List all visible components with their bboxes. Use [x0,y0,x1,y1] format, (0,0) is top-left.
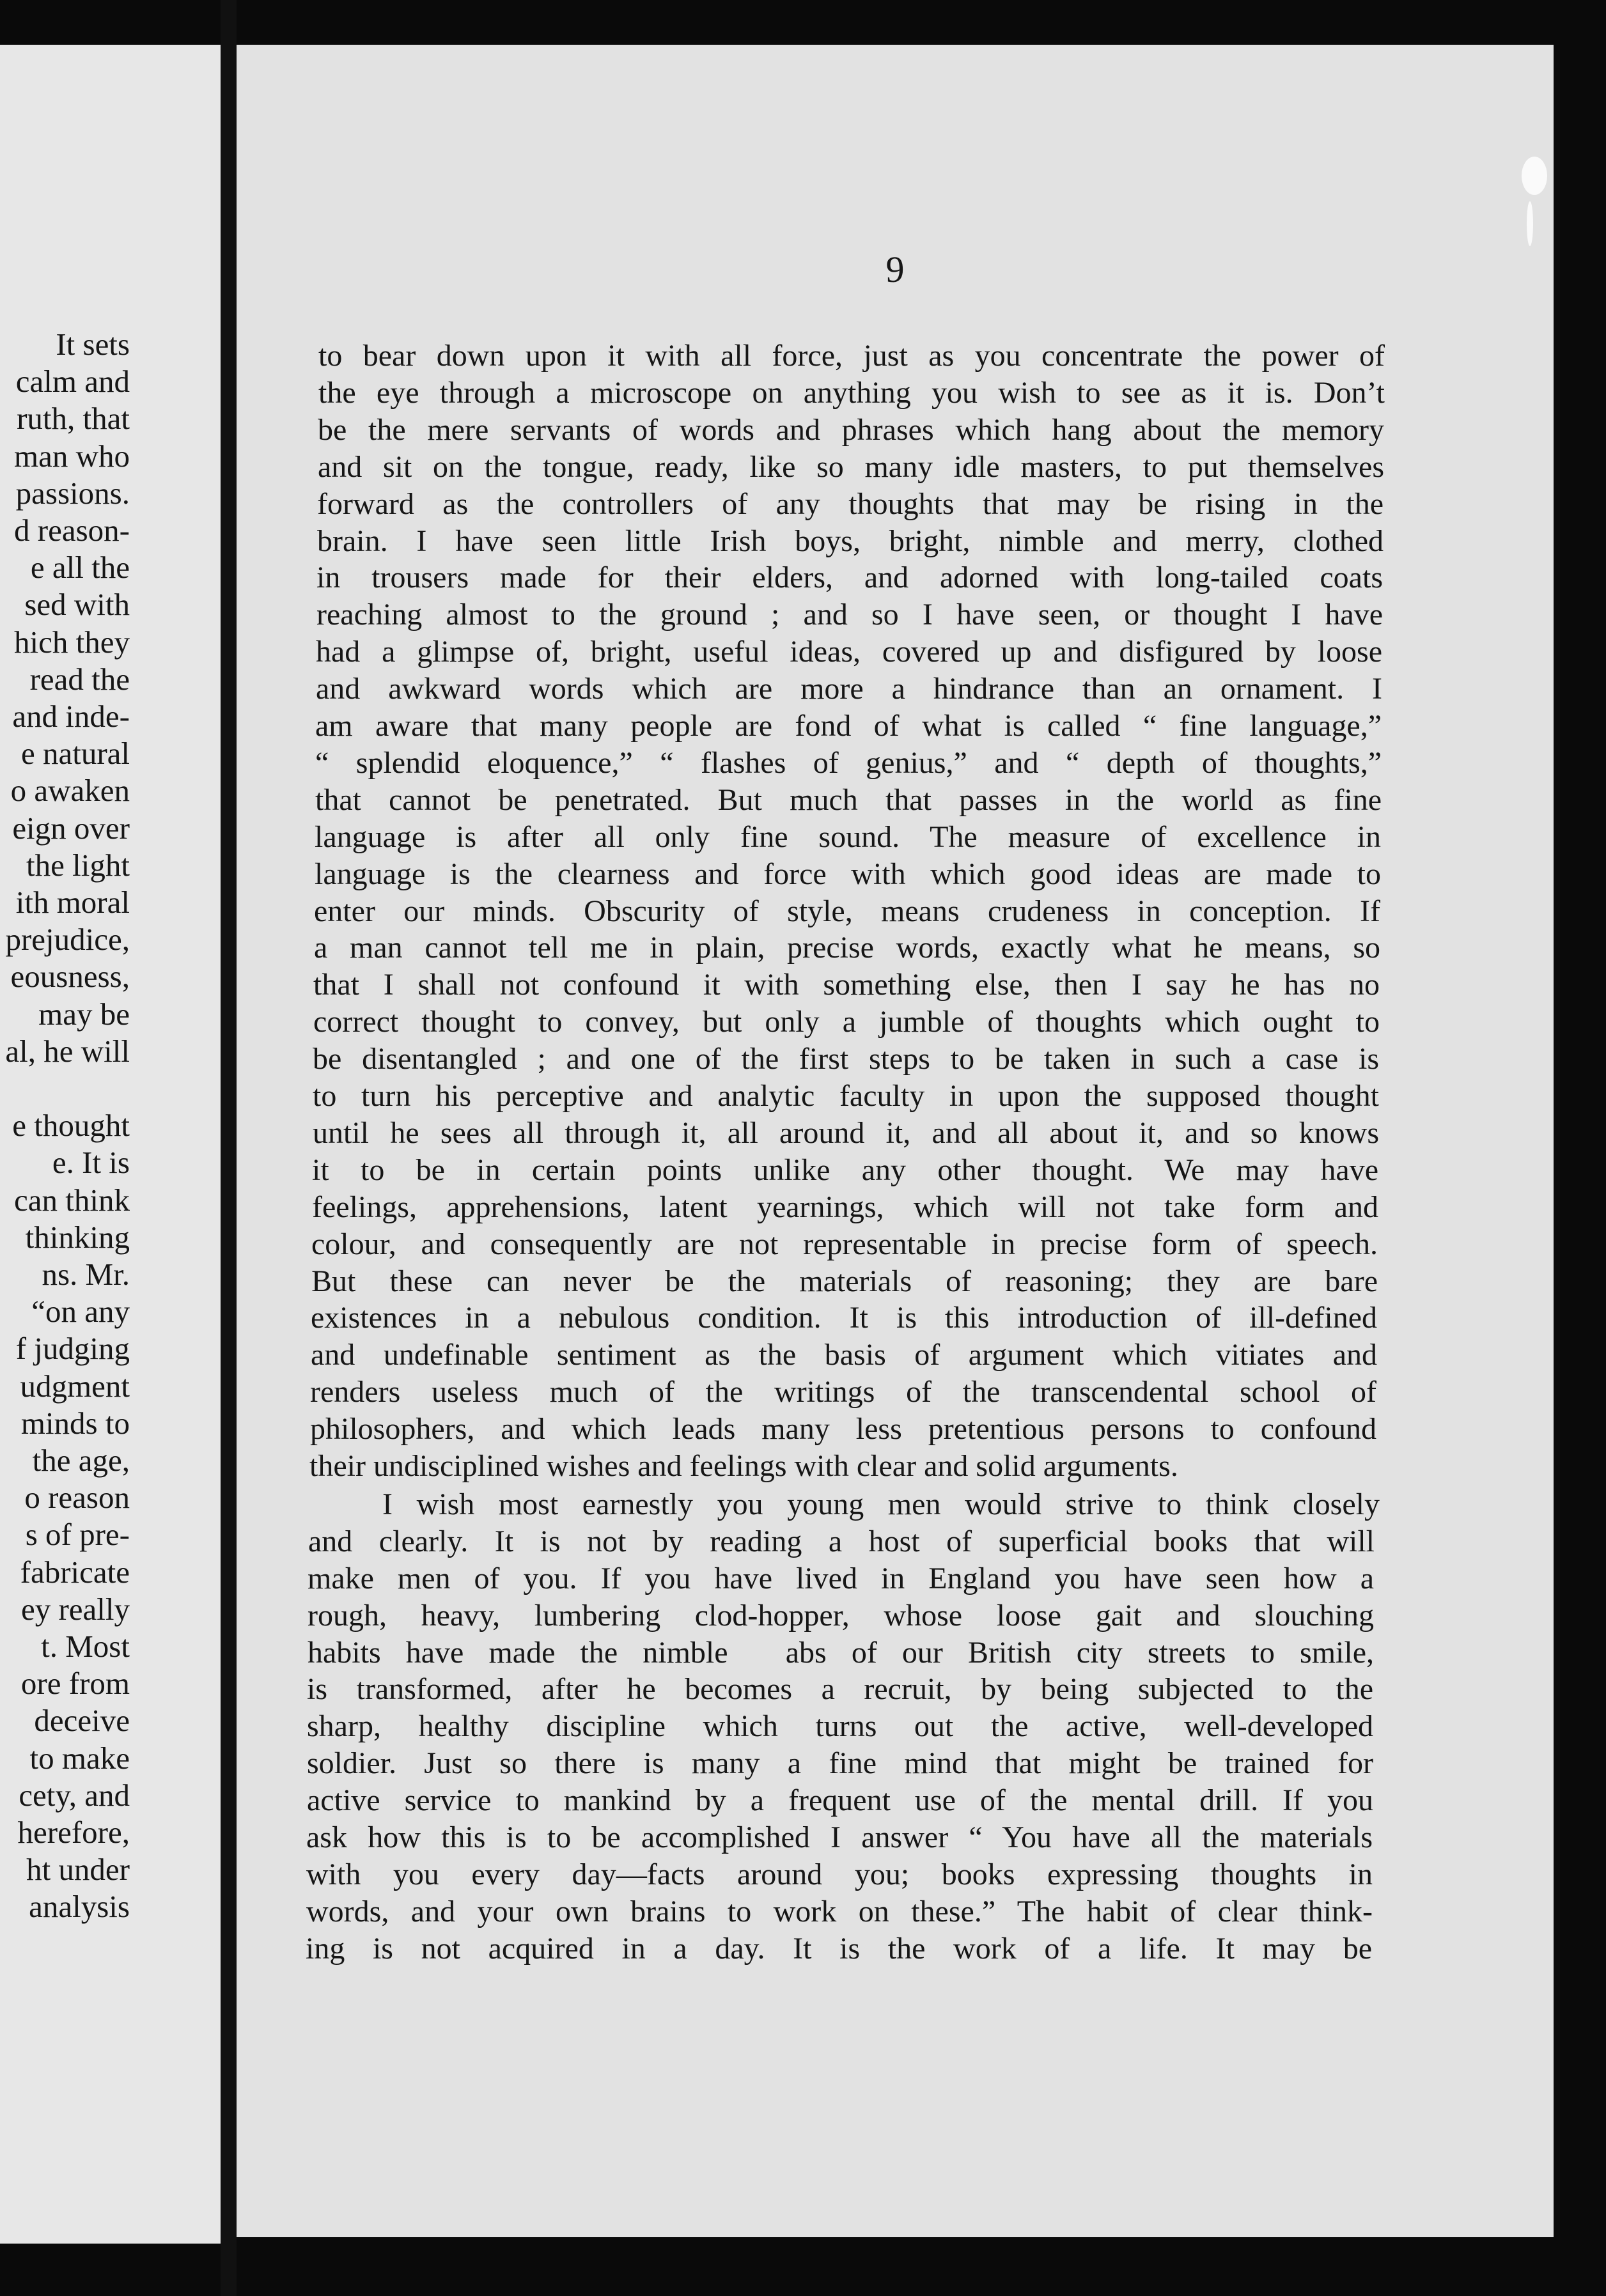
facing-page-line: fabricate [20,1554,130,1590]
facing-page-line: t. Most [41,1629,130,1664]
text-line: colour, and consequently are not representable in precise form of speech. [311,1227,1378,1261]
text-line: active service to mankind by a frequent use of the mental drill. If you [307,1783,1373,1818]
paper-blemish [1522,157,1547,195]
facing-page-line: analysis [29,1889,130,1925]
facing-page-line: ns. Mr. [42,1257,130,1292]
facing-page-line: ore from [20,1666,130,1702]
facing-page-line: calm and [15,364,130,399]
facing-page-line: “on any [31,1294,130,1330]
text-line: philosophers, and which leads many less pretentious persons to confound [310,1412,1376,1447]
text-line: But these can never be the materials of reasoning; they are bare [311,1264,1378,1298]
text-line: forward as the controllers of any thoughts that may be rising in the [317,486,1384,521]
text-line: enter our minds. Obscurity of style, means crudeness in conception. If [314,894,1380,928]
scan-border [1554,0,1606,2296]
facing-page-line: ruth, that [17,401,130,437]
text-line: the eye through a microscope on anything you wish to see as it is. Don’t [318,375,1385,410]
facing-page-line: the light [26,847,130,883]
text-line: and sit on the tongue, ready, like so many idle masters, to put themselves [318,449,1384,484]
facing-page-line: the age, [32,1443,130,1478]
facing-page-line: ey really [20,1591,130,1627]
facing-page-line: herefore, [17,1815,130,1850]
text-line: be the mere servants of words and phrases which hang about the memory [318,412,1384,447]
text-line: ask how this is to be accomplished I answer “ You have all the materials [306,1820,1373,1854]
text-line: brain. I have seen little Irish boys, bright, nimble and merry, clothed [317,524,1384,558]
facing-page-line: o awaken [10,773,130,809]
text-line: ing is not acquired in a day. It is the work of a life. It may be [306,1931,1372,1966]
facing-page-line: prejudice, [5,922,130,958]
facing-page-line: deceive [34,1703,130,1739]
book-page [237,45,1554,2237]
text-line: until he sees all through it, all around it, and all about it, and so knows [313,1115,1379,1150]
facing-page-line: cety, and [19,1777,130,1813]
text-line: rough, heavy, lumbering clod-hopper, whose loose gait and slouching [308,1598,1374,1633]
facing-page-line: eign over [12,810,130,846]
text-line: that cannot be penetrated. But much that passes in the world as fine [315,782,1382,817]
text-line: it to be in certain points unlike any other thought. We may have [312,1152,1378,1187]
text-line: soldier. Just so there is many a fine mind that might be trained for [307,1746,1373,1781]
facing-page-line: may be [38,996,130,1032]
facing-page-line: s of pre- [25,1517,130,1553]
facing-page-line: e. It is [52,1145,130,1181]
text-line: correct thought to convey, but only a jumble of thoughts which ought to [313,1005,1380,1039]
text-line: existences in a nebulous condition. It is this introduction of ill-defined [311,1301,1377,1335]
facing-page-line: can think [14,1182,130,1218]
text-line: had a glimpse of, bright, useful ideas, covered up and disfigured by loose [316,635,1382,669]
text-line: habits have made the nimble abs of our British city streets to smile, [308,1635,1374,1670]
text-line: with you every day—facts around you; books expressing thoughts in [306,1857,1373,1891]
facing-page-fragment [0,45,221,2244]
facing-page-line: e thought [12,1108,130,1144]
text-line: sharp, healthy discipline which turns out the active, well-developed [307,1709,1373,1744]
facing-page-line: d reason- [14,513,130,548]
facing-page-line: e all the [30,550,130,586]
facing-page-line: to make [29,1740,130,1776]
text-line: and clearly. It is not by reading a host of superficial books that will [308,1524,1375,1558]
text-line: language is after all only fine sound. The measure of excellence in [315,819,1381,854]
facing-page-line: thinking [25,1219,130,1255]
text-line: renders useless much of the writings of the transcendental school of [310,1375,1376,1409]
facing-page-line: hich they [14,624,130,660]
facing-page-line: passions. [15,475,130,511]
text-line: and undefinable sentiment as the basis of argument which vitiates and [311,1338,1377,1372]
facing-page-line: f judging [15,1331,130,1367]
page-body-text [237,45,1554,2237]
text-line: words, and your own brains to work on these.” The habit of clear think- [306,1894,1373,1928]
text-line: make men of you. If you have lived in England you have seen how a [308,1561,1374,1595]
text-line: in trousers made for their elders, and adorned with long-tailed coats [316,561,1383,595]
facing-page-line: read the [29,661,130,697]
text-line: is transformed, after he becomes a recruit, by being subjected to the [307,1672,1373,1707]
facing-page-line: It sets [56,327,130,362]
facing-page-line: udgment [20,1368,130,1404]
text-line: feelings, apprehensions, latent yearnings, which will not take form and [312,1190,1378,1224]
text-line: reaching almost to the ground ; and so I have seen, or thought I have [316,598,1383,632]
text-line: “ splendid eloquence,” “ flashes of genius,” and “ depth of thoughts,” [315,745,1382,780]
text-line: to bear down upon it with all force, just as you concentrate the power of [318,339,1385,373]
facing-page-line: al, he will [5,1033,130,1069]
text-line: language is the clearness and force with which good ideas are made to [315,857,1381,891]
facing-page-line: ht under [26,1852,130,1888]
book-gutter [221,0,237,2296]
text-line: be disentangled ; and one of the first steps to be taken in such a case is [313,1042,1379,1076]
text-line: their undisciplined wishes and feelings with clear and solid arguments. [309,1449,1178,1483]
facing-page-line: sed with [24,587,130,623]
facing-page-line: eousness, [10,959,130,995]
text-line: to turn his perceptive and analytic faculty in upon the supposed thought [313,1079,1379,1113]
facing-page-line: man who [14,438,130,474]
facing-page-line: e natural [20,736,130,772]
page-number: 9 [885,249,905,290]
facing-page-line: ith moral [15,885,130,920]
paper-blemish [1527,201,1533,246]
text-line: that I shall not confound it with something else, then I say he has no [313,968,1380,1002]
text-line: and awkward words which are more a hindrance than an ornament. I [316,672,1382,706]
text-line: am aware that many people are fond of what is called “ fine language,” [315,709,1382,743]
text-line: I wish most earnestly you young men would strive to think closely [382,1487,1380,1521]
text-line: a man cannot tell me in plain, precise words, exactly what he means, so [314,931,1380,965]
facing-page-line: o reason [24,1480,130,1516]
facing-page-line: minds to [20,1405,130,1441]
facing-page-line: and inde- [12,699,130,734]
